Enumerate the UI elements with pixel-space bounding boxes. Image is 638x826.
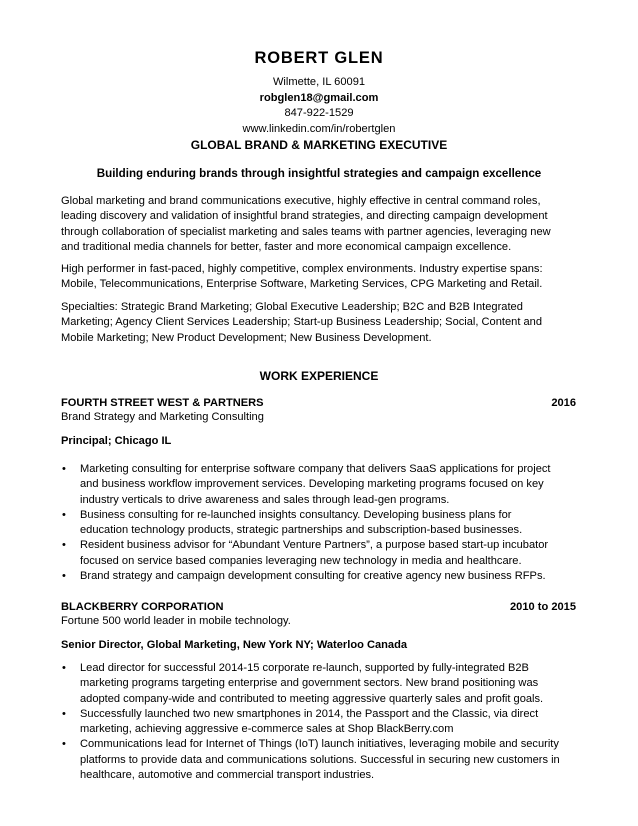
- headline: GLOBAL BRAND & MARKETING EXECUTIVE: [190, 138, 448, 152]
- job-header: [61, 396, 576, 411]
- job-role: Principal; Chicago IL: [61, 435, 172, 447]
- contact-block: [0, 75, 638, 137]
- summary-line: Mobile Marketing; New Product Development; New Business Development.: [61, 331, 432, 344]
- list-item: [61, 462, 591, 508]
- company-description: Fortune 500 world leader in mobile technology.: [61, 615, 291, 627]
- bullet-line: platforms to provide data and communications solutions. Successful in securing new customers in: [80, 753, 560, 766]
- job-header: [61, 600, 576, 615]
- bullet-line: education technology products, strategic partnerships and subscription-based businesses.: [80, 524, 523, 537]
- bullet-line: marketing, achieving aggressive e-commerce sales at Shop BlackBerry.com: [80, 723, 454, 736]
- email-link[interactable]: robglen18@gmail.com: [259, 91, 379, 104]
- company-description: Brand Strategy and Marketing Consulting: [61, 411, 264, 423]
- summary-line: and traditional media channels for better, faster and more economical campaign excellence.: [61, 240, 512, 253]
- bullet-line: adopted company-wide and contributed to meeting aggressive quarterly sales and profit goals.: [80, 692, 544, 705]
- bullet-line: focused on service based companies leveraging new technology in media and healthcare.: [80, 554, 522, 567]
- bullet-icon: •: [62, 508, 66, 521]
- candidate-name: ROBERT GLEN: [254, 49, 384, 67]
- work-experience-heading: WORK EXPERIENCE: [259, 369, 379, 383]
- company-name: BLACKBERRY CORPORATION: [61, 601, 224, 613]
- list-item: [61, 737, 591, 783]
- bullet-line: Marketing consulting for enterprise software company that delivers SaaS applications for project: [80, 463, 551, 475]
- bullet-line: healthcare, automotive and commercial transport industries.: [80, 769, 375, 782]
- location: Wilmette, IL 60091: [272, 76, 366, 88]
- bullet-line: and business workflow improvement services. Developing marketing programs focused on key: [80, 478, 544, 491]
- bullet-icon: •: [62, 570, 66, 583]
- list-item: [61, 538, 591, 569]
- summary-line: High performer in fast-paced, highly competitive, complex environments. Industry expertise spans:: [61, 263, 543, 275]
- bullet-icon: •: [62, 707, 66, 720]
- summary-paragraph-1: [61, 194, 581, 255]
- summary-line: Marketing; Agency Client Services Leadership; Start-up Business Leadership; Social, Content and: [61, 316, 542, 329]
- list-item: [61, 508, 591, 539]
- bullet-line: Brand strategy and campaign development consulting for creative agency new business RFPs.: [80, 570, 546, 583]
- bullet-line: Communications lead for Internet of Things (IoT) launch initiatives, leveraging mobile and security: [80, 738, 559, 751]
- resume-header: [0, 49, 638, 137]
- summary-line: through collaboration of specialist marketing and sales teams with partner agencies, leveraging new: [61, 225, 551, 238]
- list-item: [61, 707, 591, 738]
- phone: 847-922-1529: [284, 107, 354, 119]
- job-dates: 2016: [551, 397, 576, 409]
- tagline: Building enduring brands through insightful strategies and campaign excellence: [96, 167, 542, 180]
- job-dates: 2010 to 2015: [510, 601, 576, 613]
- bullet-icon: •: [62, 662, 66, 674]
- job-bullets: [61, 661, 591, 783]
- summary-paragraph-3: [61, 300, 581, 346]
- job-role: Senior Director, Global Marketing, New York NY; Waterloo Canada: [61, 639, 408, 651]
- summary-line: leading discovery and validation of insightful brand strategies, and directing campaign development: [61, 210, 548, 223]
- list-item: [61, 569, 591, 584]
- job-bullets: [61, 462, 591, 584]
- bullet-icon: •: [62, 539, 66, 552]
- summary-line: Global marketing and brand communications executive, highly effective in central command roles,: [61, 195, 541, 207]
- bullet-line: industry verticals to drive awareness and sales through lead-gen programs.: [80, 493, 450, 506]
- bullet-line: Successfully launched two new smartphones in 2014, the Passport and the Classic, via direct: [80, 707, 539, 720]
- bullet-line: Business consulting for re-launched insights consultancy. Developing business plans for: [80, 508, 512, 521]
- list-item: [61, 661, 591, 707]
- summary-line: Mobile, Telecommunications, Enterprise Software, Marketing Services, CPG Marketing and Retail.: [61, 278, 543, 291]
- bullet-line: Resident business advisor for “Abundant Venture Partners”, a purpose based start-up incubator: [80, 539, 549, 552]
- bullet-icon: •: [62, 738, 66, 751]
- summary-paragraph-2: [61, 262, 581, 293]
- company-name: FOURTH STREET WEST & PARTNERS: [61, 397, 264, 409]
- summary-line: Specialties: Strategic Brand Marketing; Global Executive Leadership; B2C and B2B Integrated: [61, 301, 523, 313]
- bullet-line: Lead director for successful 2014-15 corporate re-launch, supported by fully-integrated B2B: [80, 662, 529, 674]
- bullet-icon: •: [62, 463, 66, 475]
- bullet-line: marketing programs targeting enterprise and government sectors. New brand positioning was: [80, 677, 539, 690]
- linkedin-link[interactable]: www.linkedin.com/in/robertglen: [242, 122, 396, 135]
